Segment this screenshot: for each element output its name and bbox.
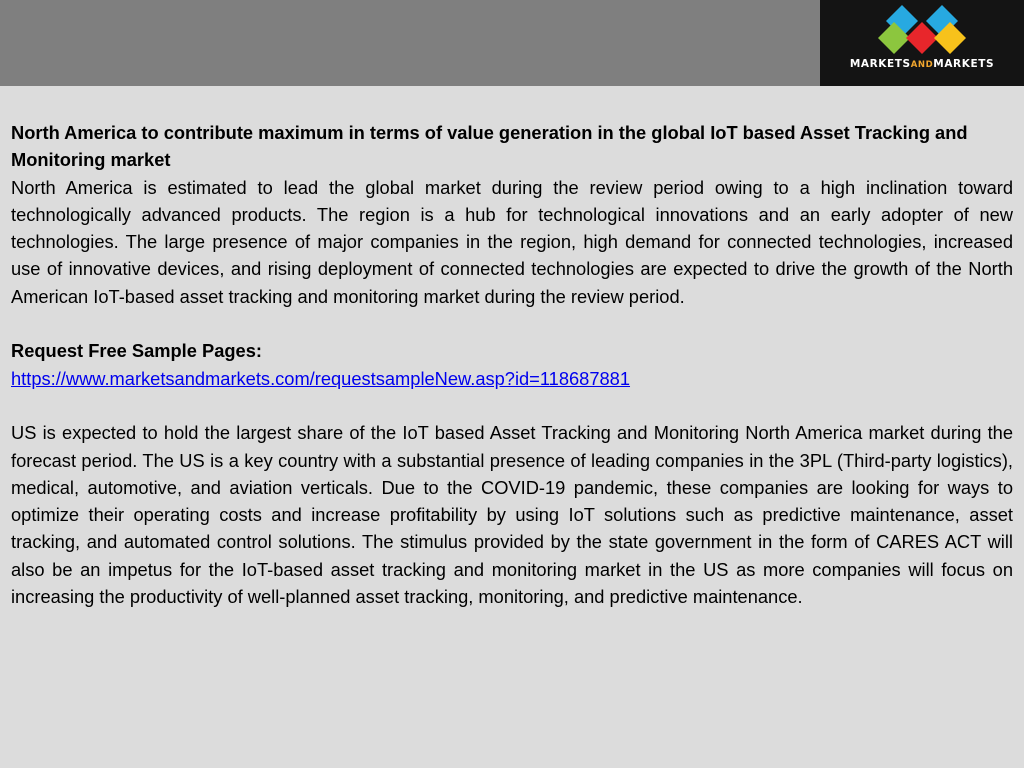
spacer <box>11 310 1013 337</box>
section-body-north-america: North America is estimated to lead the global market during the review period owing to a high inclination toward technologically advanced products. The region is a hub for technological innovations and an early adopter of new technologies. The large presence of major companies in the region, high demand for connected technologies, increased use of innovative devices, and rising deployment of connected technologies are expected to drive the growth of the North American IoT-based asset tracking and monitoring market during the review period. <box>11 176 1013 307</box>
spacer <box>11 392 1013 419</box>
marketsandmarkets-logo <box>820 0 1024 86</box>
logo-wordmark: MARKETSANDMARKETS <box>849 58 995 70</box>
section-heading: North America to contribute maximum in terms of value generation in the global IoT based Asset Tracking and Monitoring market <box>11 122 968 171</box>
diamond-cluster-icon <box>872 5 972 57</box>
main-content <box>11 119 1013 610</box>
sample-label: Request Free Sample Pages: <box>11 340 262 362</box>
sample-link[interactable]: https://www.marketsandmarkets.com/requestsampleNew.asp?id=118687881 <box>11 367 631 389</box>
section-body-us: US is expected to hold the largest share of the IoT based Asset Tracking and Monitoring North America market during the forecast period. The US is a key country with a substantial presence of leading companies in the 3PL (Third-party logistics), medical, automotive, and aviation verticals. Due to the COVID-19 pandemic, these companies are looking for ways to optimize their operating costs and increase profitability by using IoT solutions such as predictive maintenance, asset tracking, and automated control solutions. The stimulus provided by the state government in the form of CARES ACT will also be an impetus for the IoT-based asset tracking and monitoring market in the US as more companies will focus on increasing the productivity of well-planned asset tracking, monitoring, and predictive maintenance. <box>11 422 1013 608</box>
